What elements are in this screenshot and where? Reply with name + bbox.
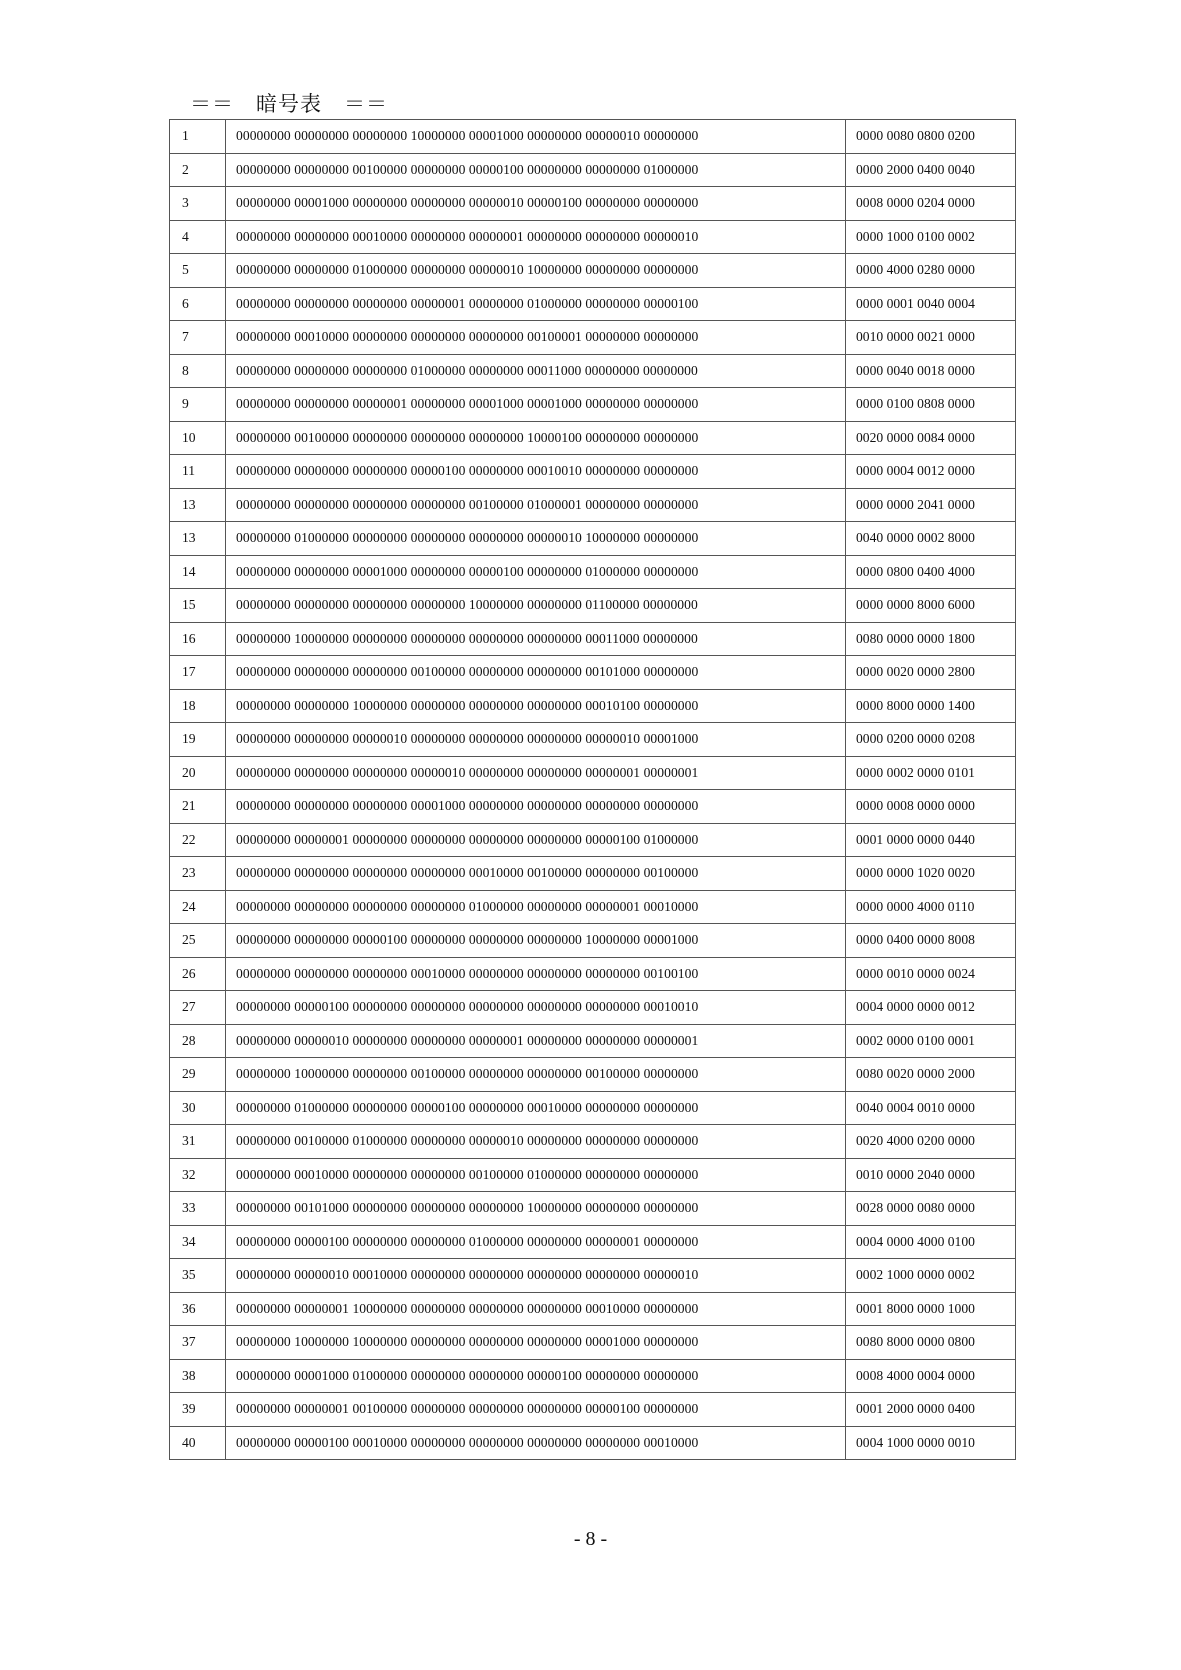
hex-code-cell: 0000 0080 0800 0200 (846, 120, 1016, 154)
row-number-cell: 37 (170, 1326, 226, 1360)
binary-code-cell: 00000000 00000000 00000000 00001000 00000000 00000000 00000000 00000000 (226, 790, 846, 824)
table-row (170, 321, 1016, 355)
row-number-cell: 34 (170, 1225, 226, 1259)
binary-code-cell: 00000000 01000000 00000000 00000000 00000000 00000010 10000000 00000000 (226, 522, 846, 556)
binary-code-cell: 00000000 00000010 00010000 00000000 00000000 00000000 00000000 00000010 (226, 1259, 846, 1293)
binary-code-cell: 00000000 01000000 00000000 00000100 00000000 00010000 00000000 00000000 (226, 1091, 846, 1125)
hex-code-cell: 0004 1000 0000 0010 (846, 1426, 1016, 1460)
table-row (170, 589, 1016, 623)
row-number-cell: 31 (170, 1125, 226, 1159)
hex-code-cell: 0000 0000 2041 0000 (846, 488, 1016, 522)
row-number-cell: 36 (170, 1292, 226, 1326)
binary-code-cell: 00000000 00000000 01000000 00000000 00000010 10000000 00000000 00000000 (226, 254, 846, 288)
binary-code-cell: 00000000 00000000 00000000 00000010 00000000 00000000 00000001 00000001 (226, 756, 846, 790)
hex-code-cell: 0000 0100 0808 0000 (846, 388, 1016, 422)
table-row (170, 823, 1016, 857)
row-number-cell: 33 (170, 1192, 226, 1226)
hex-code-cell: 0000 0000 1020 0020 (846, 857, 1016, 891)
hex-code-cell: 0004 0000 0000 0012 (846, 991, 1016, 1025)
hex-code-cell: 0000 0200 0000 0208 (846, 723, 1016, 757)
hex-code-cell: 0004 0000 4000 0100 (846, 1225, 1016, 1259)
binary-code-cell: 00000000 00000000 00100000 00000000 00000100 00000000 00000000 01000000 (226, 153, 846, 187)
page-title: ＝＝ 暗号表 ＝＝ (190, 92, 388, 116)
binary-code-cell: 00000000 00000001 00000000 00000000 00000000 00000000 00000100 01000000 (226, 823, 846, 857)
binary-code-cell: 00000000 00000000 00000000 00000000 01000000 00000000 00000001 00010000 (226, 890, 846, 924)
hex-code-cell: 0040 0000 0002 8000 (846, 522, 1016, 556)
binary-code-cell: 00000000 00000000 00001000 00000000 00000100 00000000 01000000 00000000 (226, 555, 846, 589)
table-row (170, 153, 1016, 187)
binary-code-cell: 00000000 00000000 00000000 00000000 00010000 00100000 00000000 00100000 (226, 857, 846, 891)
binary-code-cell: 00000000 00001000 00000000 00000000 00000010 00000100 00000000 00000000 (226, 187, 846, 221)
table-row (170, 522, 1016, 556)
table-row (170, 287, 1016, 321)
binary-code-cell: 00000000 00000001 10000000 00000000 00000000 00000000 00010000 00000000 (226, 1292, 846, 1326)
hex-code-cell: 0020 0000 0084 0000 (846, 421, 1016, 455)
hex-code-cell: 0010 0000 0021 0000 (846, 321, 1016, 355)
binary-code-cell: 00000000 00001000 01000000 00000000 00000000 00000100 00000000 00000000 (226, 1359, 846, 1393)
row-number-cell: 13 (170, 522, 226, 556)
table-row (170, 957, 1016, 991)
table-row (170, 723, 1016, 757)
cipher-table (169, 119, 1016, 1460)
hex-code-cell: 0001 2000 0000 0400 (846, 1393, 1016, 1427)
row-number-cell: 11 (170, 455, 226, 489)
hex-code-cell: 0080 0020 0000 2000 (846, 1058, 1016, 1092)
row-number-cell: 39 (170, 1393, 226, 1427)
row-number-cell: 6 (170, 287, 226, 321)
binary-code-cell: 00000000 00100000 00000000 00000000 00000000 10000100 00000000 00000000 (226, 421, 846, 455)
row-number-cell: 4 (170, 220, 226, 254)
row-number-cell: 1 (170, 120, 226, 154)
binary-code-cell: 00000000 10000000 00000000 00100000 00000000 00000000 00100000 00000000 (226, 1058, 846, 1092)
page-number: - 8 - (573, 1528, 608, 1550)
table-row (170, 354, 1016, 388)
binary-code-cell: 00000000 00000000 00000000 00000000 00100000 01000001 00000000 00000000 (226, 488, 846, 522)
hex-code-cell: 0080 0000 0000 1800 (846, 622, 1016, 656)
binary-code-cell: 00000000 10000000 00000000 00000000 00000000 00000000 00011000 00000000 (226, 622, 846, 656)
row-number-cell: 13 (170, 488, 226, 522)
hex-code-cell: 0040 0004 0010 0000 (846, 1091, 1016, 1125)
hex-code-cell: 0002 0000 0100 0001 (846, 1024, 1016, 1058)
hex-code-cell: 0000 0002 0000 0101 (846, 756, 1016, 790)
row-number-cell: 19 (170, 723, 226, 757)
table-row (170, 991, 1016, 1025)
row-number-cell: 14 (170, 555, 226, 589)
table-row (170, 455, 1016, 489)
row-number-cell: 16 (170, 622, 226, 656)
row-number-cell: 26 (170, 957, 226, 991)
table-row (170, 1192, 1016, 1226)
row-number-cell: 5 (170, 254, 226, 288)
hex-code-cell: 0000 0001 0040 0004 (846, 287, 1016, 321)
row-number-cell: 24 (170, 890, 226, 924)
table-row (170, 1259, 1016, 1293)
binary-code-cell: 00000000 00000000 00000000 00010000 00000000 00000000 00000000 00100100 (226, 957, 846, 991)
hex-code-cell: 0010 0000 2040 0000 (846, 1158, 1016, 1192)
binary-code-cell: 00000000 00000000 00000010 00000000 00000000 00000000 00000010 00001000 (226, 723, 846, 757)
table-row (170, 924, 1016, 958)
row-number-cell: 2 (170, 153, 226, 187)
hex-code-cell: 0000 0010 0000 0024 (846, 957, 1016, 991)
row-number-cell: 29 (170, 1058, 226, 1092)
row-number-cell: 20 (170, 756, 226, 790)
row-number-cell: 32 (170, 1158, 226, 1192)
table-row (170, 1125, 1016, 1159)
binary-code-cell: 00000000 00000010 00000000 00000000 00000001 00000000 00000000 00000001 (226, 1024, 846, 1058)
row-number-cell: 22 (170, 823, 226, 857)
table-row (170, 1292, 1016, 1326)
table-row (170, 622, 1016, 656)
table-row (170, 120, 1016, 154)
row-number-cell: 23 (170, 857, 226, 891)
row-number-cell: 30 (170, 1091, 226, 1125)
hex-code-cell: 0000 0008 0000 0000 (846, 790, 1016, 824)
table-row (170, 1393, 1016, 1427)
table-row (170, 388, 1016, 422)
table-row (170, 555, 1016, 589)
hex-code-cell: 0020 4000 0200 0000 (846, 1125, 1016, 1159)
table-row (170, 421, 1016, 455)
hex-code-cell: 0008 0000 0204 0000 (846, 187, 1016, 221)
row-number-cell: 7 (170, 321, 226, 355)
hex-code-cell: 0000 8000 0000 1400 (846, 689, 1016, 723)
binary-code-cell: 00000000 00100000 01000000 00000000 00000010 00000000 00000000 00000000 (226, 1125, 846, 1159)
hex-code-cell: 0008 4000 0004 0000 (846, 1359, 1016, 1393)
row-number-cell: 9 (170, 388, 226, 422)
table-row (170, 790, 1016, 824)
table-row (170, 1058, 1016, 1092)
binary-code-cell: 00000000 00000000 00000001 00000000 00001000 00001000 00000000 00000000 (226, 388, 846, 422)
table-row (170, 488, 1016, 522)
hex-code-cell: 0000 0400 0000 8008 (846, 924, 1016, 958)
hex-code-cell: 0000 0020 0000 2800 (846, 656, 1016, 690)
binary-code-cell: 00000000 00000000 00000000 10000000 00001000 00000000 00000010 00000000 (226, 120, 846, 154)
binary-code-cell: 00000000 00101000 00000000 00000000 00000000 10000000 00000000 00000000 (226, 1192, 846, 1226)
row-number-cell: 25 (170, 924, 226, 958)
binary-code-cell: 00000000 00000100 00010000 00000000 00000000 00000000 00000000 00010000 (226, 1426, 846, 1460)
hex-code-cell: 0001 8000 0000 1000 (846, 1292, 1016, 1326)
binary-code-cell: 00000000 00000000 00000000 01000000 00000000 00011000 00000000 00000000 (226, 354, 846, 388)
row-number-cell: 17 (170, 656, 226, 690)
table-row (170, 756, 1016, 790)
table-row (170, 1158, 1016, 1192)
table-row (170, 890, 1016, 924)
row-number-cell: 28 (170, 1024, 226, 1058)
row-number-cell: 3 (170, 187, 226, 221)
table-row (170, 1326, 1016, 1360)
row-number-cell: 35 (170, 1259, 226, 1293)
row-number-cell: 8 (170, 354, 226, 388)
row-number-cell: 15 (170, 589, 226, 623)
binary-code-cell: 00000000 00000001 00100000 00000000 00000000 00000000 00000100 00000000 (226, 1393, 846, 1427)
binary-code-cell: 00000000 00000100 00000000 00000000 00000000 00000000 00000000 00010010 (226, 991, 846, 1025)
binary-code-cell: 00000000 00000000 00000000 00100000 00000000 00000000 00101000 00000000 (226, 656, 846, 690)
binary-code-cell: 00000000 00000000 00000100 00000000 00000000 00000000 10000000 00001000 (226, 924, 846, 958)
table-row (170, 1359, 1016, 1393)
row-number-cell: 38 (170, 1359, 226, 1393)
row-number-cell: 27 (170, 991, 226, 1025)
table-row (170, 1225, 1016, 1259)
binary-code-cell: 00000000 00000100 00000000 00000000 01000000 00000000 00000001 00000000 (226, 1225, 846, 1259)
cipher-table-body (170, 120, 1016, 1460)
row-number-cell: 21 (170, 790, 226, 824)
hex-code-cell: 0000 0040 0018 0000 (846, 354, 1016, 388)
table-row (170, 656, 1016, 690)
hex-code-cell: 0002 1000 0000 0002 (846, 1259, 1016, 1293)
hex-code-cell: 0000 4000 0280 0000 (846, 254, 1016, 288)
binary-code-cell: 00000000 00000000 00000000 00000000 10000000 00000000 01100000 00000000 (226, 589, 846, 623)
table-row (170, 857, 1016, 891)
hex-code-cell: 0001 0000 0000 0440 (846, 823, 1016, 857)
binary-code-cell: 00000000 00000000 00000000 00000001 00000000 01000000 00000000 00000100 (226, 287, 846, 321)
hex-code-cell: 0000 0000 4000 0110 (846, 890, 1016, 924)
binary-code-cell: 00000000 00000000 10000000 00000000 00000000 00000000 00010100 00000000 (226, 689, 846, 723)
hex-code-cell: 0000 0004 0012 0000 (846, 455, 1016, 489)
binary-code-cell: 00000000 00000000 00010000 00000000 00000001 00000000 00000000 00000010 (226, 220, 846, 254)
row-number-cell: 10 (170, 421, 226, 455)
binary-code-cell: 00000000 00010000 00000000 00000000 00100000 01000000 00000000 00000000 (226, 1158, 846, 1192)
hex-code-cell: 0080 8000 0000 0800 (846, 1326, 1016, 1360)
table-row (170, 689, 1016, 723)
table-row (170, 254, 1016, 288)
hex-code-cell: 0000 0800 0400 4000 (846, 555, 1016, 589)
binary-code-cell: 00000000 00000000 00000000 00000100 00000000 00010010 00000000 00000000 (226, 455, 846, 489)
table-row (170, 1091, 1016, 1125)
table-row (170, 1426, 1016, 1460)
table-row (170, 1024, 1016, 1058)
table-row (170, 187, 1016, 221)
table-row (170, 220, 1016, 254)
row-number-cell: 40 (170, 1426, 226, 1460)
hex-code-cell: 0000 0000 8000 6000 (846, 589, 1016, 623)
row-number-cell: 18 (170, 689, 226, 723)
hex-code-cell: 0000 1000 0100 0002 (846, 220, 1016, 254)
binary-code-cell: 00000000 00010000 00000000 00000000 00000000 00100001 00000000 00000000 (226, 321, 846, 355)
binary-code-cell: 00000000 10000000 10000000 00000000 00000000 00000000 00001000 00000000 (226, 1326, 846, 1360)
hex-code-cell: 0000 2000 0400 0040 (846, 153, 1016, 187)
hex-code-cell: 0028 0000 0080 0000 (846, 1192, 1016, 1226)
